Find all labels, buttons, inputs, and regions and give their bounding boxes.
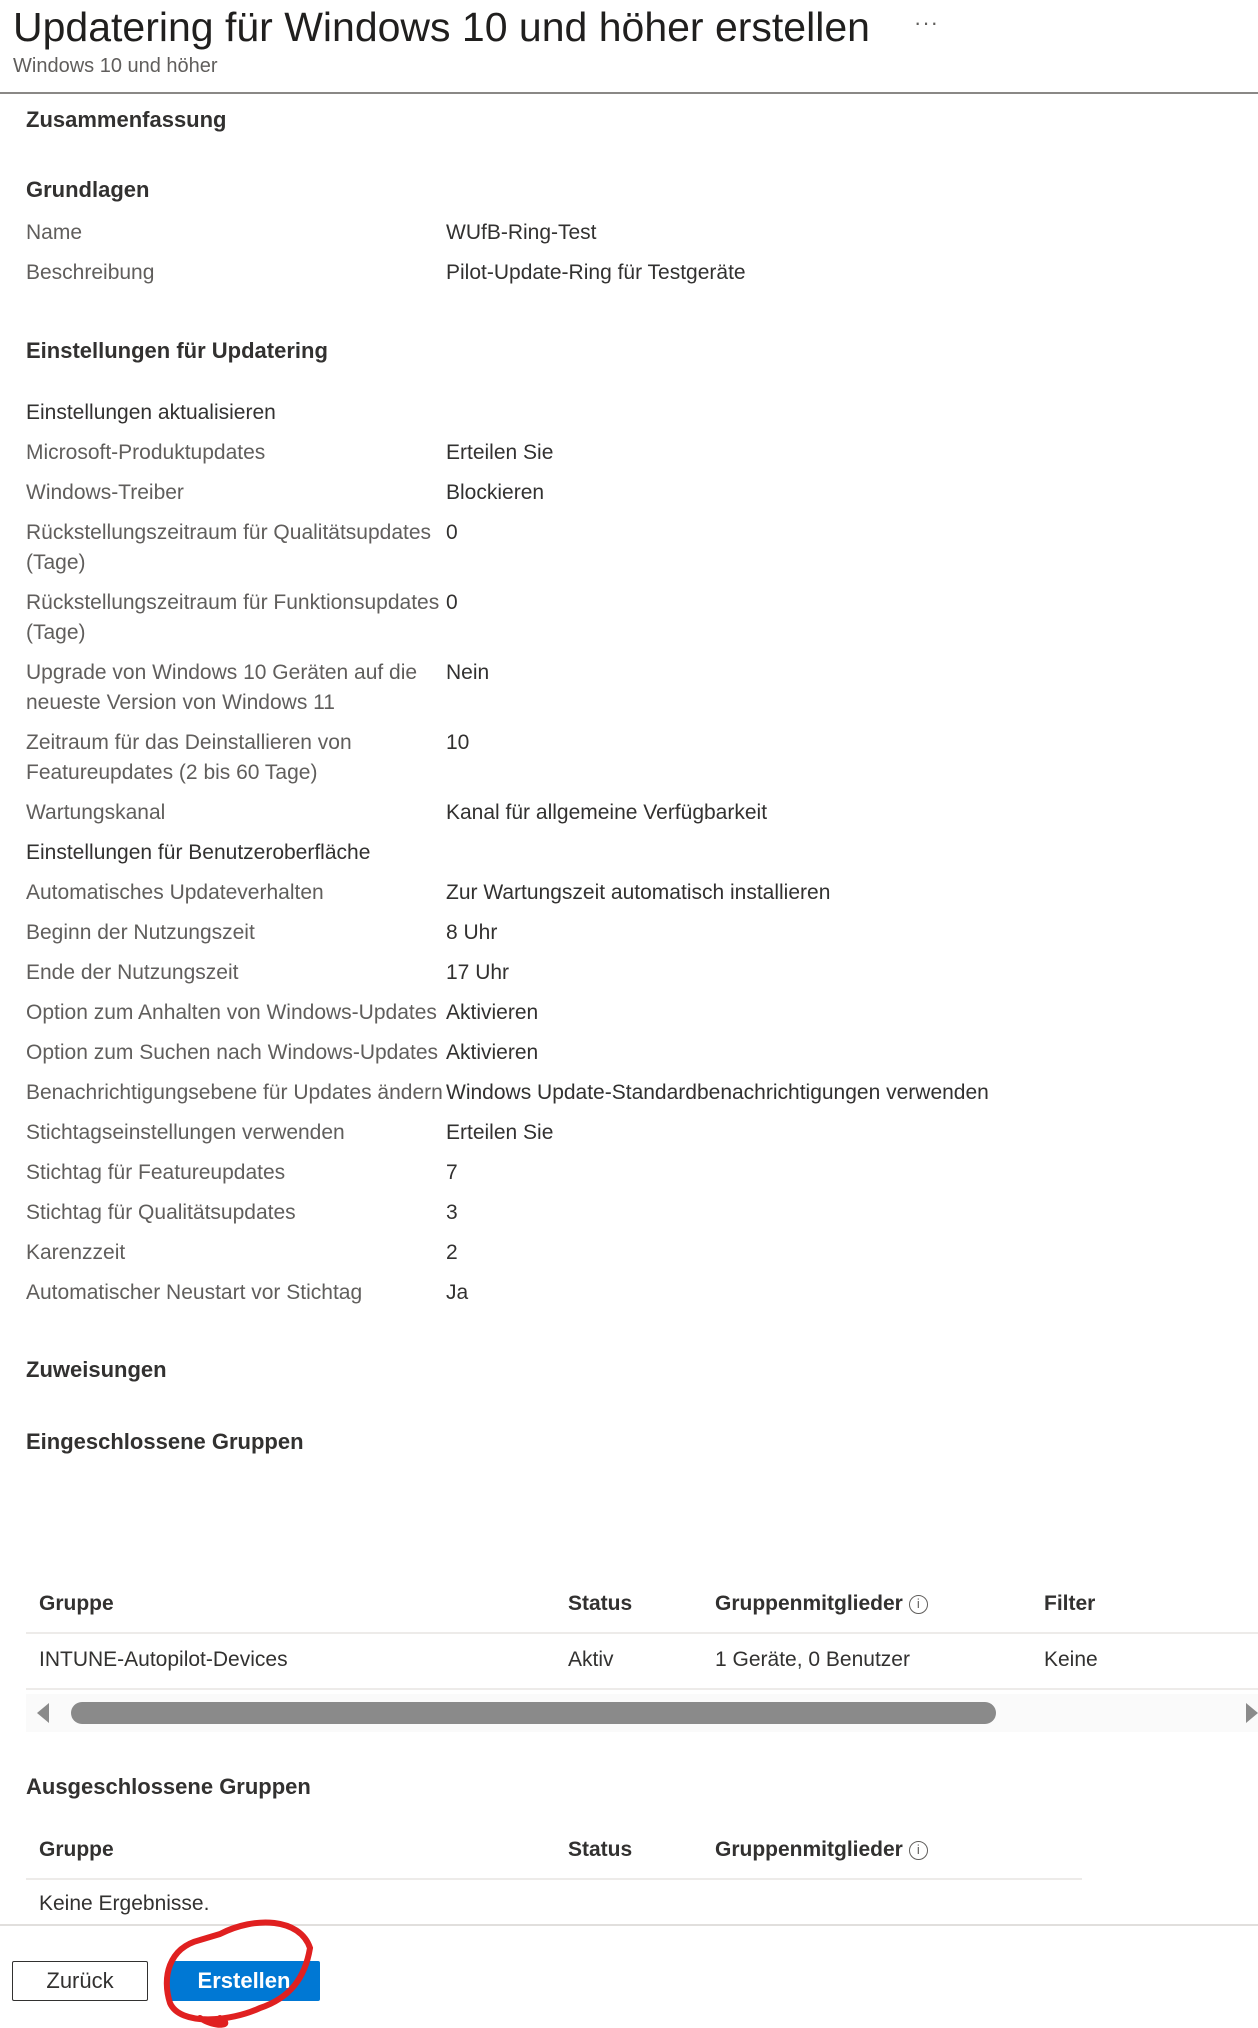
column-header-group[interactable]: Gruppe: [39, 1838, 114, 1861]
setting-value: 17 Uhr: [446, 961, 510, 984]
included-groups-table: [26, 1578, 1258, 1690]
setting-label: Option zum Suchen nach Windows-Updates: [26, 1041, 439, 1064]
summary-row: [26, 253, 1258, 293]
setting-label: Rückstellungszeitraum für Funktionsupdates (Tage): [26, 591, 440, 644]
setting-value: 2: [446, 1241, 458, 1264]
setting-label: Rückstellungszeitraum für Qualitätsupdates (Tage): [26, 521, 432, 574]
setting-value: Zur Wartungszeit automatisch installieren: [446, 881, 831, 904]
setting-label: Upgrade von Windows 10 Geräten auf die neueste Version von Windows 11: [26, 661, 418, 714]
group-status: Aktiv: [568, 1648, 614, 1671]
setting-label: Option zum Anhalten von Windows-Updates: [26, 1001, 437, 1024]
summary-row: [26, 953, 1258, 993]
settings-subheading-update: Einstellungen aktualisieren: [26, 401, 276, 424]
group-members: 1 Geräte, 0 Benutzer: [715, 1648, 910, 1671]
setting-label: Karenzzeit: [26, 1241, 126, 1264]
column-header-members[interactable]: [715, 1592, 928, 1616]
summary-row: [26, 1073, 1258, 1113]
summary-row: [26, 793, 1258, 833]
setting-value: Erteilen Sie: [446, 1121, 554, 1144]
column-header-group[interactable]: Gruppe: [39, 1592, 114, 1615]
page-title: Updatering für Windows 10 und höher erstellen: [13, 4, 870, 50]
setting-label: Beschreibung: [26, 261, 155, 284]
setting-value: 0: [446, 591, 458, 614]
setting-label: Stichtag für Featureupdates: [26, 1161, 286, 1184]
excluded-groups-table: [26, 1824, 1082, 1928]
summary-row: [26, 1153, 1258, 1193]
summary-row: [26, 213, 1258, 253]
scroll-right-icon[interactable]: [1246, 1703, 1258, 1723]
setting-value: 7: [446, 1161, 458, 1184]
create-button[interactable]: Erstellen: [168, 1961, 320, 2001]
setting-value: 3: [446, 1201, 458, 1224]
summary-row: [26, 1113, 1258, 1153]
summary-content: [26, 100, 1258, 1462]
setting-value: 8 Uhr: [446, 921, 498, 944]
summary-row: [26, 1193, 1258, 1233]
header-divider: [0, 92, 1258, 94]
back-button[interactable]: Zurück: [12, 1961, 148, 2001]
setting-value: Pilot-Update-Ring für Testgeräte: [446, 261, 746, 284]
setting-value: Aktivieren: [446, 1001, 539, 1024]
setting-label: Benachrichtigungsebene für Updates ändern: [26, 1081, 443, 1104]
update-settings-list: [26, 433, 1258, 833]
summary-row: [26, 583, 1258, 653]
assignments-heading: Zuweisungen: [26, 1357, 167, 1382]
setting-label: Microsoft-Produktupdates: [26, 441, 266, 464]
setting-label: Ende der Nutzungszeit: [26, 961, 239, 984]
basics-heading: Grundlagen: [26, 177, 150, 202]
setting-label: Beginn der Nutzungszeit: [26, 921, 255, 944]
empty-results: Keine Ergebnisse.: [39, 1892, 210, 1915]
summary-row: [26, 1033, 1258, 1073]
setting-label: Windows-Treiber: [26, 481, 184, 504]
setting-value: Erteilen Sie: [446, 441, 554, 464]
summary-row: [26, 473, 1258, 513]
group-filter: Keine: [1044, 1648, 1098, 1671]
summary-row: [26, 1233, 1258, 1273]
setting-value: Ja: [446, 1281, 469, 1304]
group-name: INTUNE-Autopilot-Devices: [39, 1648, 288, 1671]
scroll-left-icon[interactable]: [37, 1703, 49, 1723]
settings-subheading-ui: Einstellungen für Benutzeroberfläche: [26, 841, 371, 864]
table-header: [26, 1578, 1258, 1634]
ui-settings-list: [26, 873, 1258, 1313]
table-row: [26, 1634, 1258, 1690]
summary-row: [26, 873, 1258, 913]
summary-row: [26, 993, 1258, 1033]
setting-label: Wartungskanal: [26, 801, 166, 824]
column-header-status[interactable]: Status: [568, 1592, 633, 1615]
info-icon[interactable]: i: [909, 1841, 928, 1860]
summary-row: [26, 723, 1258, 793]
setting-label: Zeitraum für das Deinstallieren von Featureupdates (2 bis 60 Tage): [26, 731, 352, 784]
setting-label: Name: [26, 221, 83, 244]
column-header-members[interactable]: [715, 1838, 928, 1862]
horizontal-scrollbar[interactable]: [26, 1694, 1258, 1732]
setting-value: 0: [446, 521, 458, 544]
more-options-icon[interactable]: ···: [914, 10, 939, 35]
excluded-groups-heading: Ausgeschlossene Gruppen: [26, 1774, 311, 1799]
summary-row: [26, 513, 1258, 583]
setting-label: Stichtagseinstellungen verwenden: [26, 1121, 345, 1144]
setting-value: Nein: [446, 661, 490, 684]
settings-heading: Einstellungen für Updatering: [26, 338, 328, 363]
column-header-members-label: Gruppenmitglieder: [715, 1838, 903, 1861]
summary-row: [26, 653, 1258, 723]
basics-list: [26, 213, 1258, 293]
footer-divider: [0, 1924, 1258, 1926]
setting-value: WUfB-Ring-Test: [446, 221, 597, 244]
setting-label: Stichtag für Qualitätsupdates: [26, 1201, 296, 1224]
setting-label: Automatisches Updateverhalten: [26, 881, 324, 904]
column-header-status[interactable]: Status: [568, 1838, 633, 1861]
setting-value: Windows Update-Standardbenachrichtigungen verwenden: [446, 1081, 989, 1104]
summary-row: [26, 1273, 1258, 1313]
setting-value: Kanal für allgemeine Verfügbarkeit: [446, 801, 768, 824]
included-groups-heading: Eingeschlossene Gruppen: [26, 1429, 304, 1454]
setting-value: Aktivieren: [446, 1041, 539, 1064]
scrollbar-thumb[interactable]: [71, 1702, 996, 1724]
table-header: [26, 1824, 1082, 1880]
setting-value: Blockieren: [446, 481, 545, 504]
column-header-members-label: Gruppenmitglieder: [715, 1592, 903, 1615]
setting-label: Automatischer Neustart vor Stichtag: [26, 1281, 363, 1304]
page-subtitle: Windows 10 und höher: [13, 55, 218, 77]
summary-heading: Zusammenfassung: [26, 107, 227, 132]
summary-row: [26, 433, 1258, 473]
column-header-filter[interactable]: Filter: [1044, 1592, 1096, 1615]
info-icon[interactable]: i: [909, 1595, 928, 1614]
setting-value: 10: [446, 731, 470, 754]
summary-row: [26, 913, 1258, 953]
